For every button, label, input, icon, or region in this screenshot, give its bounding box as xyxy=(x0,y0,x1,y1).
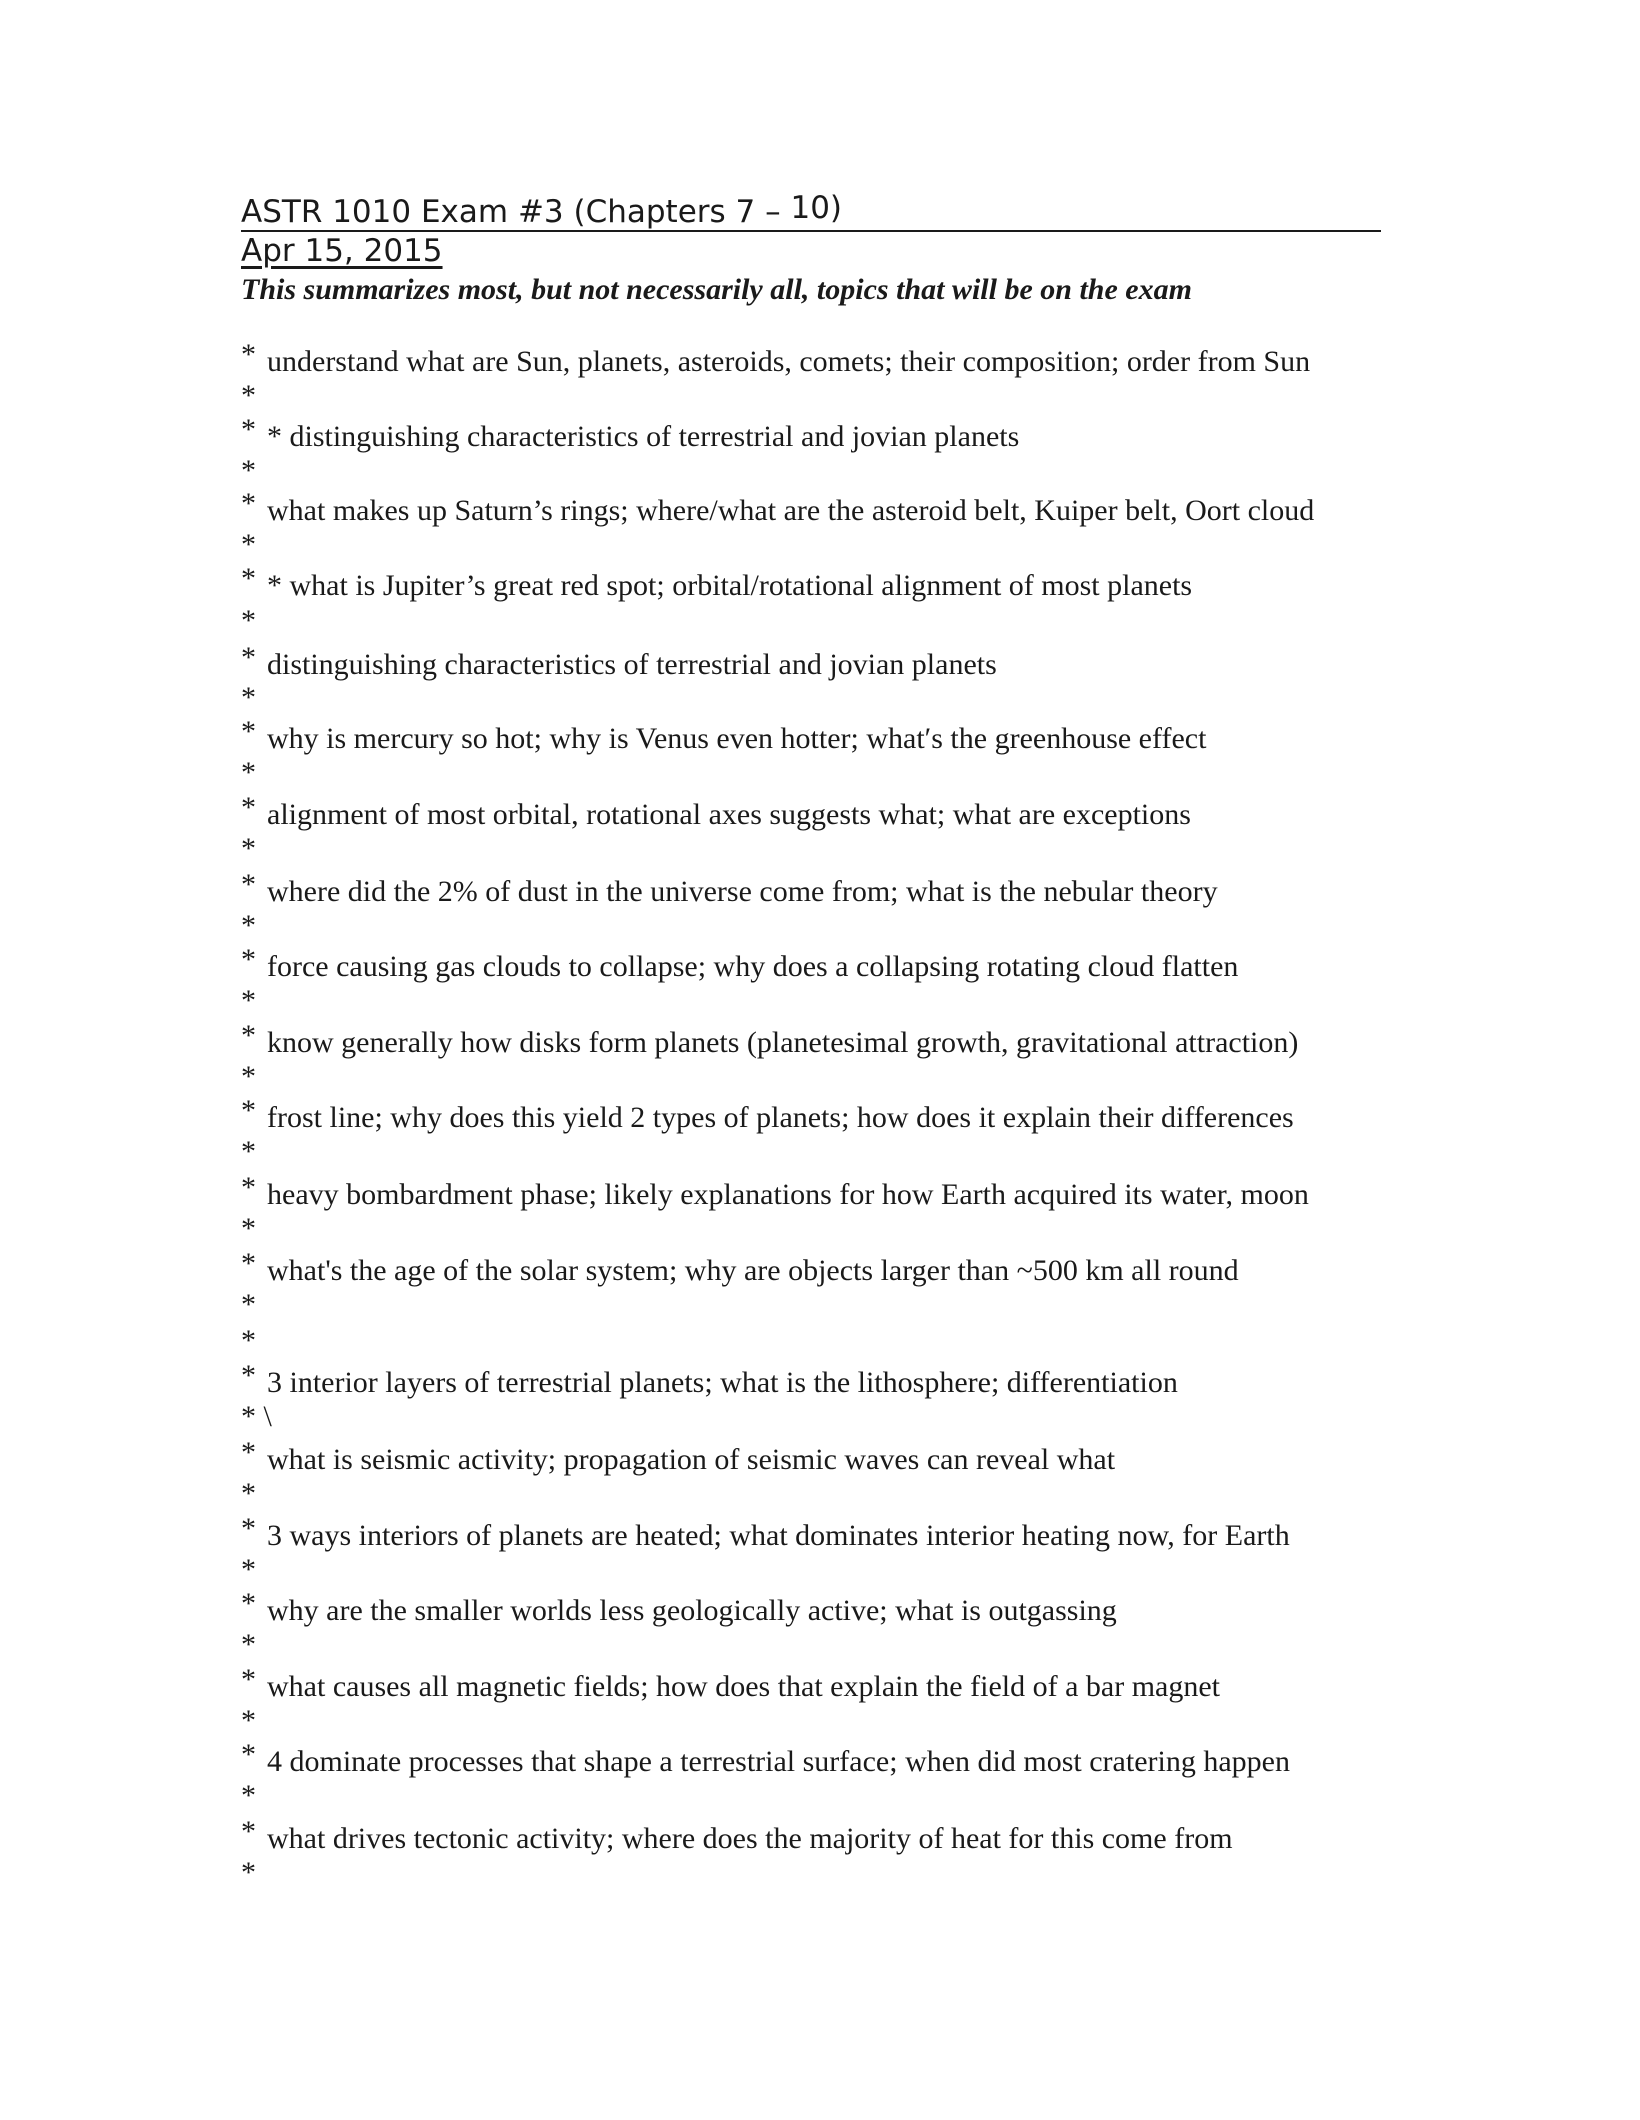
topic-item xyxy=(241,1587,1117,1628)
topic-item xyxy=(241,1436,1116,1477)
topic-item xyxy=(241,1171,1309,1212)
bullet-star: * xyxy=(241,379,256,412)
topic-item xyxy=(241,338,1311,379)
bullet-star: * xyxy=(241,715,256,748)
bullet-star: * xyxy=(241,562,256,595)
bullet-star: * xyxy=(241,1628,256,1661)
topic-text: frost line; why does this yield 2 types of planets; how does it explain their differences xyxy=(267,1101,1294,1134)
topic-item xyxy=(241,413,1020,454)
topic-text: understand what are Sun, planets, asteroids, comets; their composition; order from Sun xyxy=(267,345,1311,378)
topic-text: 3 ways interiors of planets are heated; what dominates interior heating now, for Earth xyxy=(267,1519,1290,1552)
bullet-star: * xyxy=(241,413,256,446)
bullet-star: * xyxy=(241,641,256,674)
topic-text: alignment of most orbital, rotational axes suggests what; what are exceptions xyxy=(267,798,1191,831)
bullet-star: * xyxy=(241,1171,256,1204)
topic-text: what causes all magnetic fields; how does that explain the field of a bar magnet xyxy=(267,1670,1221,1703)
topic-text: know generally how disks form planets (planetesimal growth, gravitational attraction) xyxy=(267,1026,1299,1059)
topic-item xyxy=(241,1738,1290,1779)
bullet-star: * xyxy=(241,1815,256,1848)
topic-text: why is mercury so hot; why is Venus even hotter; whatʹs the greenhouse effect xyxy=(267,722,1207,755)
topic-item xyxy=(241,641,997,682)
bullet-star: * xyxy=(241,1094,256,1127)
bullet-star: * xyxy=(241,943,256,976)
bullet-star: * xyxy=(241,1288,256,1321)
bullet-star: * xyxy=(241,1704,256,1737)
bullet-star: * xyxy=(241,756,256,789)
bullet-star: * xyxy=(241,1359,256,1392)
topic-item xyxy=(241,1815,1233,1856)
topic-text: * distinguishing characteristics of terrestrial and jovian planets xyxy=(267,420,1020,453)
bullet-star: * xyxy=(241,1436,256,1469)
topic-item xyxy=(241,1663,1221,1704)
bullet-star: * xyxy=(241,1324,256,1357)
topic-item xyxy=(241,562,1193,603)
bullet-star-backslash: * \ xyxy=(241,1400,272,1433)
subtitle: This summarizes most, but not necessarily all, topics that will be on the exam xyxy=(241,273,1192,306)
bullet-star: * xyxy=(241,1779,256,1812)
topic-item xyxy=(241,791,1191,832)
topic-text: force causing gas clouds to collapse; why does a collapsing rotating cloud flatten xyxy=(267,950,1239,983)
bullet-star: * xyxy=(241,528,256,561)
topic-text: heavy bombardment phase; likely explanations for how Earth acquired its water, moon xyxy=(267,1178,1309,1211)
bullet-star: * xyxy=(241,1856,256,1889)
topic-item xyxy=(241,1019,1299,1060)
bullet-star: * xyxy=(241,681,256,714)
bullet-star: * xyxy=(241,1663,256,1696)
topic-text: distinguishing characteristics of terrestrial and jovian planets xyxy=(267,648,997,681)
bullet-star: * xyxy=(241,1135,256,1168)
bullet-star: * xyxy=(241,1060,256,1093)
page-title xyxy=(241,190,1381,232)
topic-item xyxy=(241,1512,1290,1553)
topic-text: * what is Jupiter’s great red spot; orbital/rotational alignment of most planets xyxy=(267,569,1193,602)
bullet-star: * xyxy=(241,454,256,487)
topic-item xyxy=(241,943,1239,984)
topic-item xyxy=(241,1359,1178,1400)
bullet-star: * xyxy=(241,909,256,942)
exam-date: Apr 15, 2015 xyxy=(241,233,443,269)
bullet-star: * xyxy=(241,487,256,520)
bullet-star: * xyxy=(241,1738,256,1771)
bullet-star: * xyxy=(241,1587,256,1620)
topic-item xyxy=(241,487,1315,528)
title-suffix: 10) xyxy=(790,190,843,226)
topic-text: what's the age of the solar system; why are objects larger than ~500 km all round xyxy=(267,1254,1239,1287)
title-main: ASTR 1010 Exam #3 (Chapters 7 – xyxy=(241,194,791,230)
bullet-star: * xyxy=(241,1477,256,1510)
topic-text: why are the smaller worlds less geologically active; what is outgassing xyxy=(267,1594,1117,1627)
topic-text: 4 dominate processes that shape a terrestrial surface; when did most cratering happen xyxy=(267,1745,1290,1778)
topic-item xyxy=(241,715,1207,756)
bullet-star: * xyxy=(241,1247,256,1280)
bullet-star: * xyxy=(241,338,256,371)
bullet-star: * xyxy=(241,1553,256,1586)
topic-item xyxy=(241,1247,1239,1288)
topic-text: 3 interior layers of terrestrial planets; what is the lithosphere; differentiation xyxy=(267,1366,1178,1399)
topic-item xyxy=(241,868,1218,909)
bullet-star: * xyxy=(241,604,256,637)
bullet-star: * xyxy=(241,791,256,824)
bullet-star: * xyxy=(241,868,256,901)
bullet-star: * xyxy=(241,984,256,1017)
bullet-star: * xyxy=(241,832,256,865)
bullet-star: * xyxy=(241,1019,256,1052)
topic-text: what is seismic activity; propagation of seismic waves can reveal what xyxy=(267,1443,1116,1476)
bullet-star: * xyxy=(241,1212,256,1245)
bullet-star: * xyxy=(241,1512,256,1545)
topic-text: where did the 2% of dust in the universe come from; what is the nebular theory xyxy=(267,875,1218,908)
topic-text: what drives tectonic activity; where does the majority of heat for this come from xyxy=(267,1822,1233,1855)
topic-item xyxy=(241,1094,1294,1135)
topic-text: what makes up Saturn’s rings; where/what are the asteroid belt, Kuiper belt, Oort cloud xyxy=(267,494,1315,527)
